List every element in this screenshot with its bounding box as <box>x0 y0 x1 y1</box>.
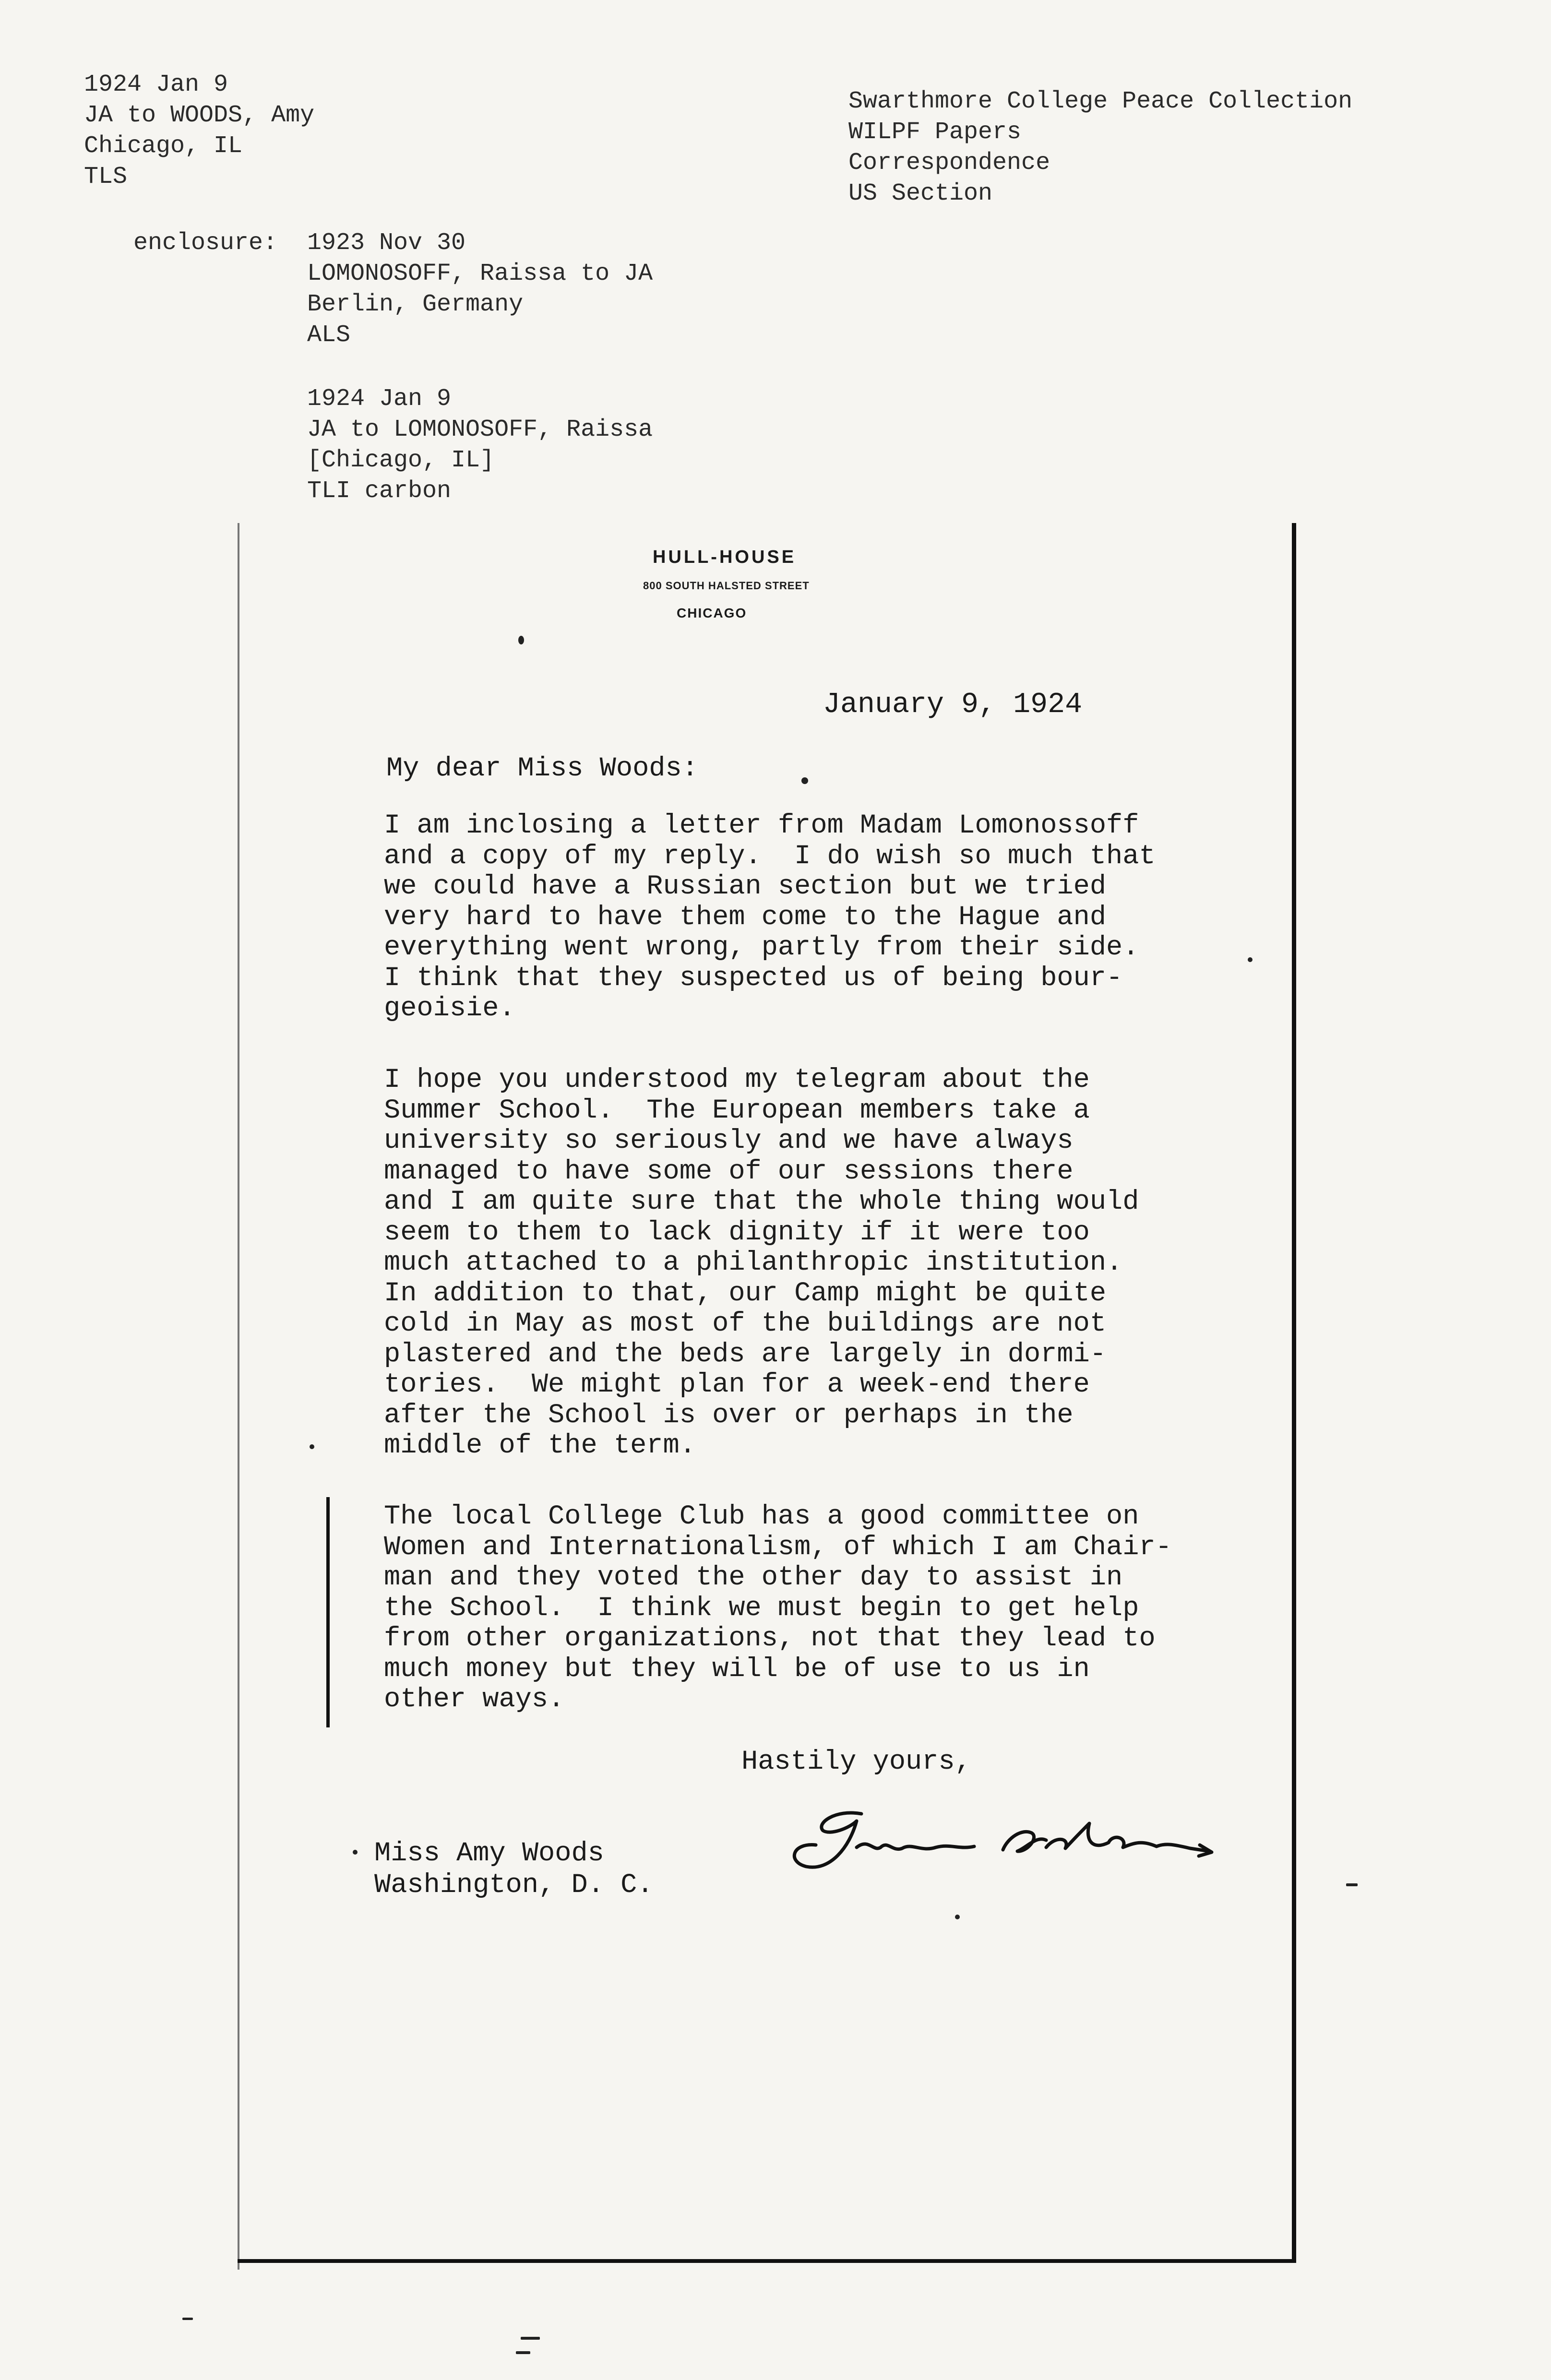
enclosure-line: Berlin, Germany <box>307 291 524 318</box>
collection-line: US Section <box>848 180 993 207</box>
body-line: I am inclosing a letter from Madam Lomonossoff <box>384 810 1139 841</box>
body-line: The local College Club has a good committee on <box>384 1501 1139 1532</box>
body-line: and I am quite sure that the whole thing would <box>384 1187 1139 1217</box>
letterhead-city: CHICAGO <box>677 606 747 620</box>
body-line: Summer School. The European members take a <box>384 1095 1090 1126</box>
scan-artifact <box>955 1915 960 1919</box>
page-edge-bottom <box>238 2259 1296 2263</box>
enclosure-1 <box>307 228 653 351</box>
letterhead-address: 800 SOUTH HALSTED STREET <box>643 580 810 592</box>
enclosure-label: enclosure: <box>133 229 278 257</box>
citation-line: 1924 Jan 9 <box>84 71 228 98</box>
margin-bracket <box>326 1497 330 1727</box>
scan-artifact <box>801 777 808 784</box>
citation-line: Chicago, IL <box>84 132 243 160</box>
page-edge-right <box>1292 523 1296 2260</box>
enclosure-line: 1924 Jan 9 <box>307 385 452 413</box>
page-edge-left <box>238 523 239 2270</box>
enclosure-2 <box>307 384 653 507</box>
body-line: tories. We might plan for a week-end there <box>384 1369 1090 1400</box>
body-line: seem to them to lack dignity if it were too <box>384 1217 1090 1248</box>
scan-artifact <box>1346 1883 1358 1886</box>
letterhead-name: HULL-HOUSE <box>653 547 797 567</box>
collection-line: Swarthmore College Peace Collection <box>848 88 1353 115</box>
scan-artifact <box>1248 957 1253 962</box>
body-line: and a copy of my reply. I do wish so much that <box>384 841 1156 872</box>
enclosure-line: [Chicago, IL] <box>307 447 495 474</box>
recipient-block <box>374 1838 654 1901</box>
signature <box>777 1795 1238 1893</box>
body-line: plastered and the beds are largely in dormi- <box>384 1339 1107 1370</box>
body-line: the School. I think we must begin to get help <box>384 1593 1139 1624</box>
recipient-name: Miss Amy Woods <box>374 1838 604 1869</box>
body-line: Women and Internationalism, of which I am Chair- <box>384 1532 1172 1563</box>
body-line: In addition to that, our Camp might be quite <box>384 1278 1107 1309</box>
recipient-location: Washington, D. C. <box>374 1870 654 1901</box>
archival-citation <box>84 70 314 192</box>
collection-line: Correspondence <box>848 149 1050 177</box>
citation-line: JA to WOODS, Amy <box>84 102 315 129</box>
scan-artifact <box>182 2318 193 2320</box>
scan-artifact <box>353 1850 358 1855</box>
body-line: very hard to have them come to the Hague and <box>384 902 1107 933</box>
body-line: we could have a Russian section but we tried <box>384 871 1107 902</box>
body-line: much attached to a philanthropic institution. <box>384 1248 1123 1278</box>
body-line: after the School is over or perhaps in the <box>384 1400 1074 1431</box>
body-line: university so seriously and we have always <box>384 1126 1074 1156</box>
letter-closing: Hastily yours, <box>741 1747 971 1777</box>
enclosure-line: ALS <box>307 321 351 349</box>
body-line: geoisie. <box>384 993 515 1024</box>
signature-drawing <box>777 1795 1238 1891</box>
body-line: managed to have some of our sessions there <box>384 1156 1074 1187</box>
paragraph-1 <box>384 811 1156 1024</box>
scan-artifact <box>518 636 524 644</box>
body-line: I think that they suspected us of being bour- <box>384 963 1123 994</box>
citation-line: TLS <box>84 163 128 190</box>
body-line: from other organizations, not that they lead to <box>384 1623 1156 1654</box>
enclosure-line: TLI carbon <box>307 477 452 505</box>
enclosure-line: 1923 Nov 30 <box>307 229 466 257</box>
enclosure-line: LOMONOSOFF, Raissa to JA <box>307 260 653 287</box>
scan-artifact <box>516 2351 530 2354</box>
body-line: much money but they will be of use to us in <box>384 1654 1090 1685</box>
body-line: everything went wrong, partly from their side. <box>384 932 1139 963</box>
body-line: other ways. <box>384 1684 565 1715</box>
collection-info <box>848 86 1352 209</box>
body-line: I hope you understood my telegram about the <box>384 1065 1090 1095</box>
enclosure-line: JA to LOMONOSOFF, Raissa <box>307 416 653 443</box>
body-line: man and they voted the other day to assist in <box>384 1562 1123 1593</box>
letter-date: January 9, 1924 <box>823 689 1083 721</box>
body-line: middle of the term. <box>384 1430 696 1461</box>
collection-line: WILPF Papers <box>848 119 1022 146</box>
letter-greeting: My dear Miss Woods: <box>386 753 698 784</box>
paragraph-2 <box>384 1065 1139 1462</box>
paragraph-3 <box>384 1502 1172 1715</box>
scan-artifact <box>310 1444 314 1449</box>
scan-artifact <box>521 2337 540 2340</box>
body-line: cold in May as most of the buildings are not <box>384 1309 1107 1339</box>
